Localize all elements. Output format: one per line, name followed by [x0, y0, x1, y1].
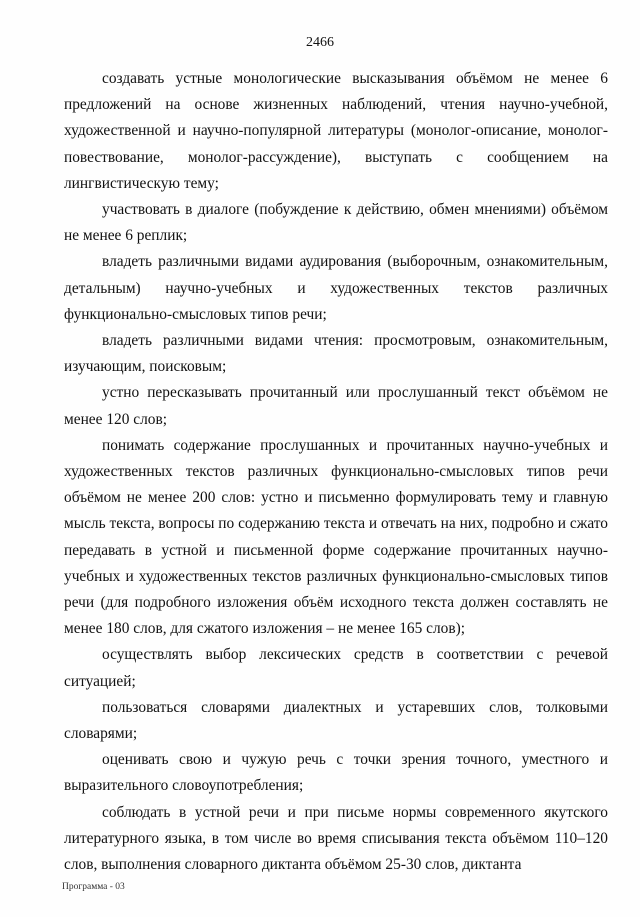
paragraph: владеть различными видами чтения: просмотровым, ознакомительным, изучающим, поисковым; [64, 332, 608, 376]
paragraph: пользоваться словарями диалектных и устаревших слов, толковыми словарями; [64, 698, 608, 743]
paragraph: осуществлять выбор лексических средств в соответствии с речевой ситуацией; [64, 646, 608, 690]
paragraph: соблюдать в устной речи и при письме нормы современного якутского литературного языка, в том числе во время списывания текста объёмом 110–120 слов, выполнения словарного диктанта объёмом 25-30 слов, диктанта [64, 803, 608, 874]
paragraph: понимать содержание прослушанных и прочитанных научно-учебных и художественных текстов различных функционально-смысловых типов речи объёмом не менее 200 слов: устно и письменно формулировать тему и главную мысль текста, вопросы по содержанию текста и отвечать на них, подробно и сжато передавать в устной и письменной форме содержание прочитанных научно-учебных и художественных текстов различных функционально-смысловых типов речи (для подробного изложения объём исходного текста должен составлять не менее 180 слов, для сжатого изложения – не менее 165 слов); [64, 436, 608, 638]
paragraph: устно пересказывать прочитанный или прослушанный текст объёмом не менее 120 слов; [64, 384, 608, 428]
body-text [64, 66, 608, 878]
paragraph: владеть различными видами аудирования (выборочным, ознакомительным, детальным) научно-учебных и художественных текстов различных функционально-смысловых типов речи; [64, 253, 608, 323]
footer-label: Программа - 03 [62, 882, 125, 892]
paragraph: оценивать свою и чужую речь с точки зрения точного, уместного и выразительного словоупотребления; [64, 751, 608, 795]
page-number: 2466 [306, 35, 334, 50]
paragraph: создавать устные монологические высказывания объёмом не менее 6 предложений на основе жизненных наблюдений, чтения научно-учебной, художественной и научно-популярной литературы (монолог-описание, монолог-повествование, монолог-рассуждение), выступать с сообщением на лингвистическую тему; [64, 70, 608, 192]
paragraph: участвовать в диалоге (побуждение к действию, обмен мнениями) объёмом не менее 6 реплик; [64, 201, 608, 245]
